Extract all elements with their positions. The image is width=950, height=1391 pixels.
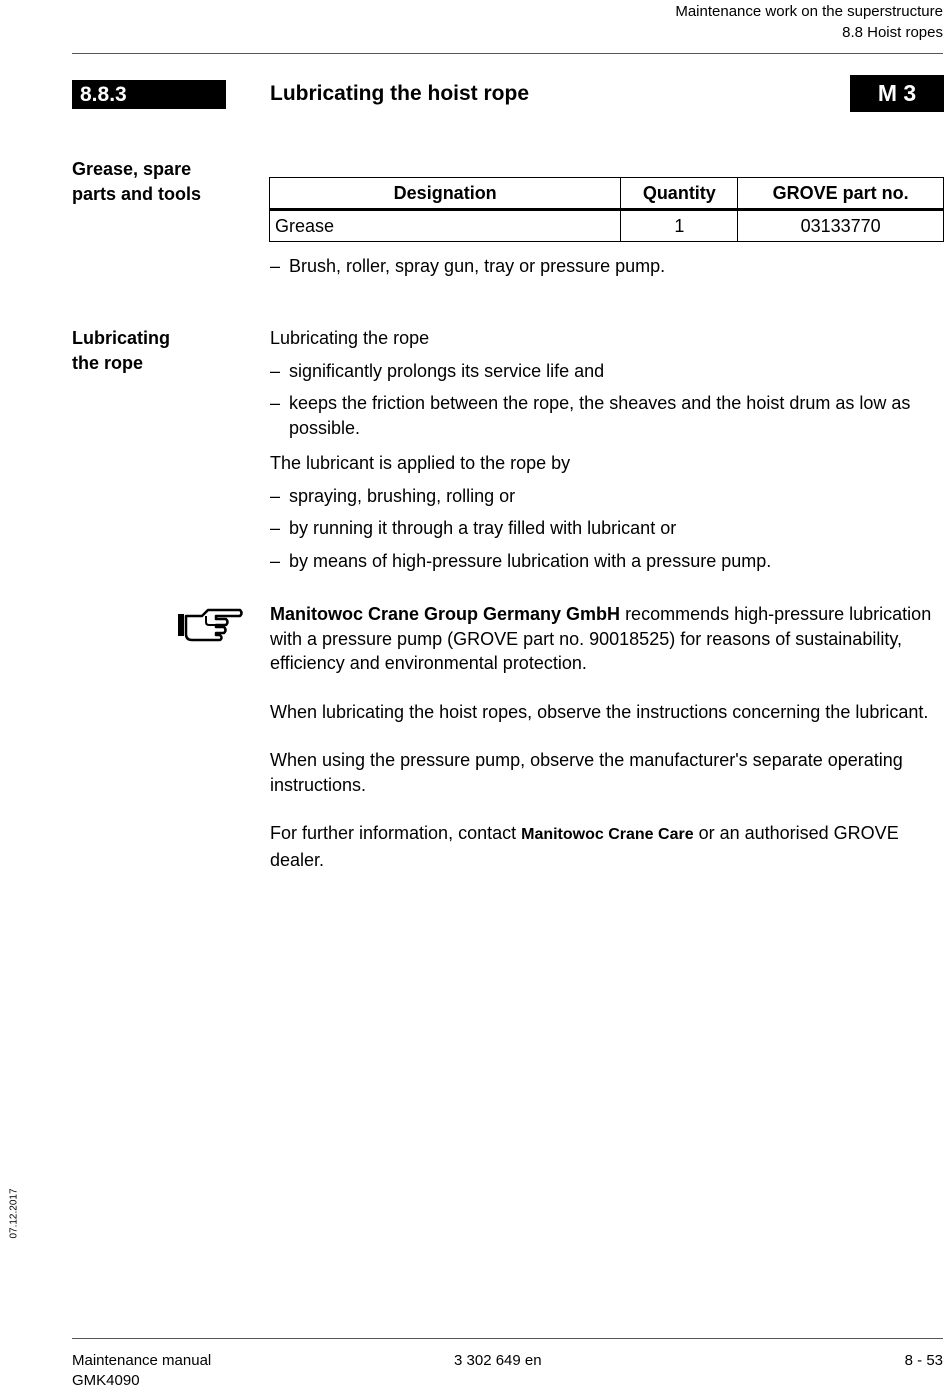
cell-designation: Grease [270, 210, 621, 242]
note-paragraph: When using the pressure pump, observe the manufacturer's separate operating instructions. [270, 750, 903, 795]
table-header-row [270, 178, 944, 210]
crane-care-name: Manitowoc Crane Care [521, 826, 694, 843]
cell-quantity: 1 [621, 210, 738, 242]
list-item: – keeps the friction between the rope, the sheaves and the hoist drum as low as possible. [270, 393, 911, 438]
running-header [675, 1, 943, 43]
footer-rule [72, 1338, 943, 1339]
cell-part-no: 03133770 [738, 210, 944, 242]
list-item: – by means of high-pressure lubrication with a pressure pump. [270, 550, 772, 571]
side-date: 07.12.2017 [8, 1188, 20, 1239]
note-paragraph: Manitowoc Crane Group Germany GmbH recommends high-pressure lubrication with a pressure pump (GROVE part no. 90018525) for reasons of sustainability, efficiency and environmental protection. [270, 604, 932, 673]
grease-section-label: Grease, spare parts and tools [72, 159, 202, 204]
intro-text: Lubricating the rope [270, 328, 430, 348]
col-part-no: GROVE part no. [738, 178, 944, 210]
pointing-hand-icon [176, 606, 244, 647]
tools-list [270, 254, 940, 279]
col-designation: Designation [270, 178, 621, 210]
note-paragraph: When lubricating the hoist ropes, observe the instructions concerning the lubricant. [270, 701, 929, 722]
section-badge: M 3 [850, 75, 944, 112]
page-title: Lubricating the hoist rope [270, 82, 530, 105]
table-row [270, 210, 944, 242]
lubricating-content [270, 326, 940, 573]
applied-intro-text: The lubricant is applied to the rope by [270, 453, 571, 473]
header-rule [72, 53, 943, 54]
company-name: Manitowoc Crane Group Germany GmbH [270, 604, 621, 624]
list-item: – by running it through a tray filled with lubricant or [270, 518, 677, 538]
note-content [270, 602, 940, 872]
page-number: 8 - 53 [904, 1352, 943, 1369]
header-section: 8.8 Hoist ropes [842, 24, 943, 41]
section-number: 8.8.3 [72, 80, 226, 109]
footer-manual: Maintenance manual GMK4090 [72, 1352, 212, 1389]
header-chapter: Maintenance work on the superstructure [675, 3, 943, 20]
lubricating-section-label: Lubricating the rope [72, 328, 170, 373]
list-item: – Brush, roller, spray gun, tray or pressure pump. [270, 256, 666, 276]
list-item: – significantly prolongs its service life and [270, 360, 605, 381]
list-item: – spraying, brushing, rolling or [270, 485, 516, 506]
note-paragraph: For further information, contact Manitowoc Crane Care or an authorised GROVE dealer. [270, 823, 899, 870]
col-quantity: Quantity [621, 178, 738, 210]
footer-model: GMK4090 [72, 1372, 140, 1389]
parts-table [269, 177, 944, 242]
footer-doc-no: 3 302 649 en [454, 1352, 542, 1369]
